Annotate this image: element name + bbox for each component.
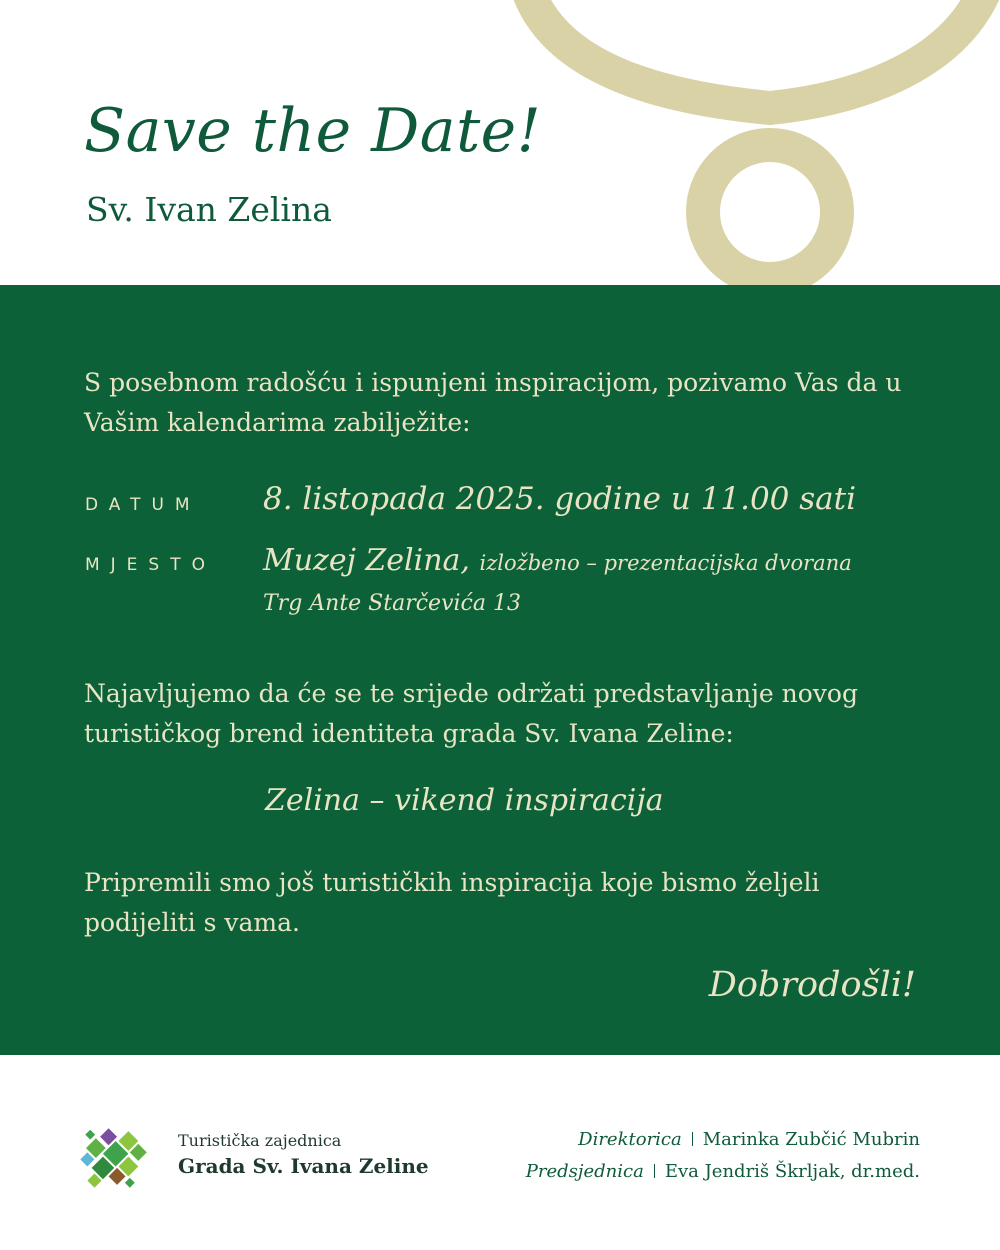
place-label: MJESTO [85,555,216,575]
date-label: DATUM [85,495,201,515]
signer-director [526,1124,920,1156]
signer-name: Marinka Zubčić Mubrin [702,1129,920,1150]
date-value: 8. listopada 2025. godine u 11.00 sati [263,481,857,517]
signer-name: Eva Jendriš Škrljak, dr.med. [664,1161,920,1182]
place-address: Trg Ante Starčevića 13 [263,591,521,616]
separator [692,1132,693,1146]
signer-role: Predsjednica [525,1161,644,1182]
signer-role: Direktorica [578,1129,682,1150]
place-value [263,543,852,578]
intro-text: S posebnom radošću i ispunjeni inspiracijom, pozivamo Vas da u Vašim kalendarima zabilježite: [84,368,902,437]
page-subtitle: Sv. Ivan Zelina [86,190,332,229]
separator [654,1164,655,1178]
signer-president [526,1156,920,1188]
invitation-panel [0,285,1000,1055]
page-title: Save the Date! [84,96,542,166]
organization-name [178,1130,429,1180]
closing-text: Pripremili smo još turističkih inspiracija koje bismo željeli podijeliti s vama. [84,868,820,937]
place-detail: izložbeno – prezentacijska dvorana [479,551,852,575]
organization-line2: Grada Sv. Ivana Zeline [178,1154,429,1178]
organization-line1: Turistička zajednica [178,1131,342,1150]
announcement-text: Najavljujemo da će se te srijede održati predstavljanje novog turističkog brend identiteta grada Sv. Ivana Zeline: [84,679,858,748]
place-name: Muzej Zelina, [263,543,470,578]
signers [526,1124,920,1188]
colored-squares-logo-icon [60,1108,160,1208]
brand-slogan: Zelina – vikend inspiracija [265,783,664,818]
welcome-text: Dobrodošli! [708,965,916,1005]
